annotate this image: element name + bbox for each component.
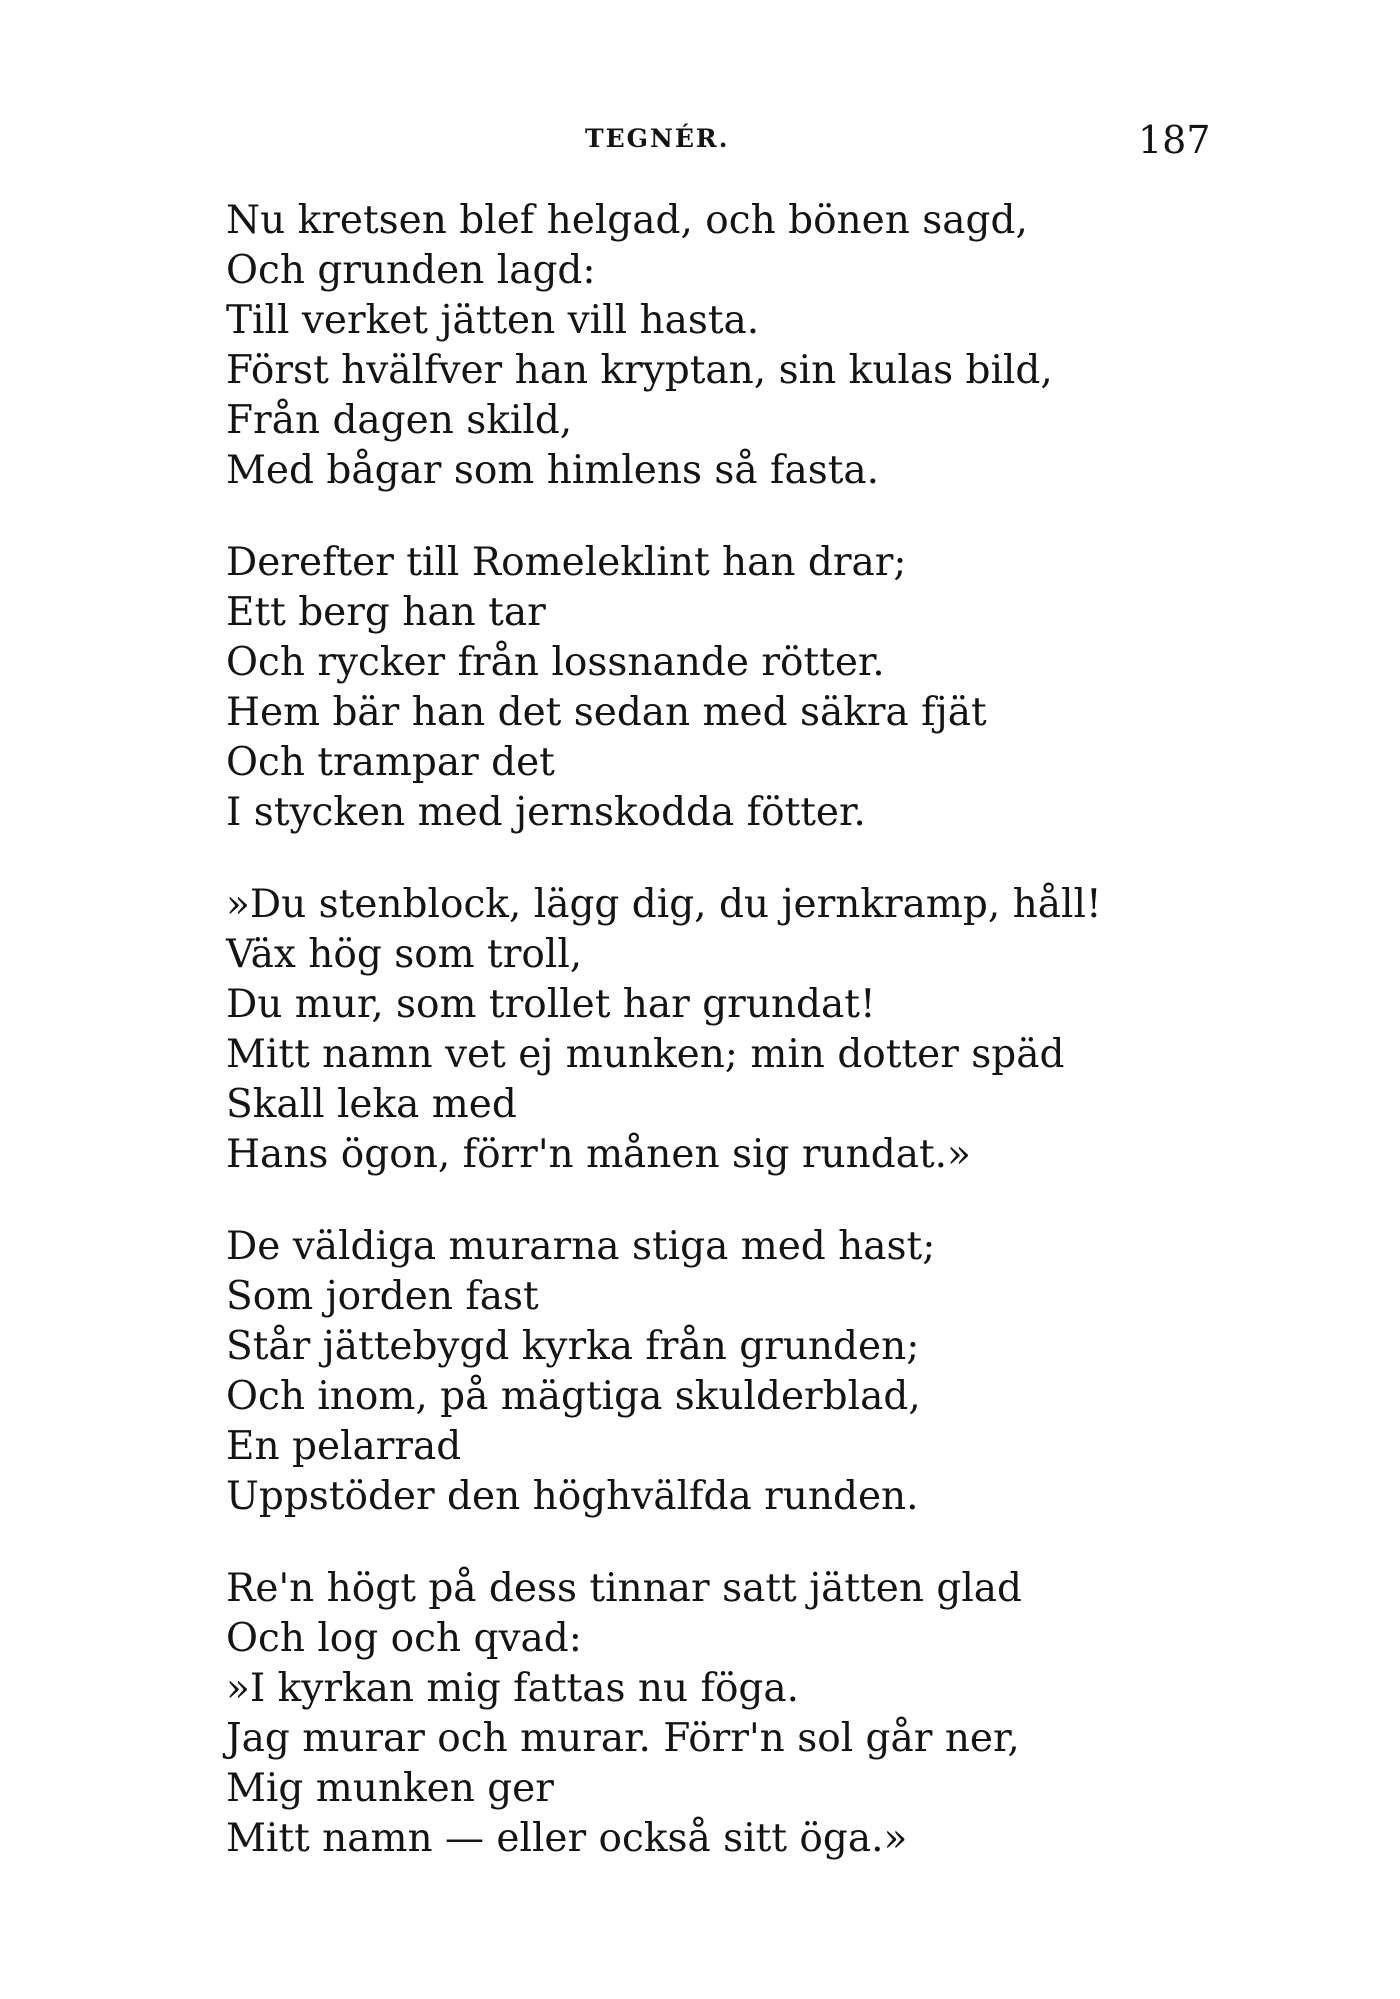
poem-line: Mitt namn — eller också sitt öga.» [226,1816,908,1861]
poem-line: Till verket jätten vill hasta. [226,298,760,343]
poem-line: Och rycker från lossnande rötter. [226,640,885,685]
poem-line: Mitt namn vet ej munken; min dotter späd [226,1032,1065,1077]
poem-line: I stycken med jernskodda fötter. [226,790,866,835]
poem-line: Och grunden lagd: [226,248,596,293]
poem-line: Med bågar som himlens så fasta. [226,448,880,493]
poem-line: Hans ögon, förr'n månen sig rundat.» [226,1132,971,1177]
poem-line: Och trampar det [226,740,555,785]
poem-line: Som jorden fast [226,1274,539,1319]
poem-line: Du mur, som trollet har grundat! [226,982,876,1027]
running-head-title: TEGNÉR. [585,124,730,153]
page-number: 187 [1138,118,1211,162]
poem-line: Derefter till Romeleklint han drar; [226,540,907,585]
poem-line: Ett berg han tar [226,590,546,635]
stanza-4 [226,1222,1226,1522]
poem-line: Nu kretsen blef helgad, och bönen sagd, [226,198,1028,243]
poem-line: Skall leka med [226,1082,517,1127]
poem-line: Hem bär han det sedan med säkra fjät [226,690,987,735]
poem-line: De väldiga murarna stiga med hast; [226,1224,936,1269]
poem [226,196,1226,1906]
poem-line: »Du stenblock, lägg dig, du jernkramp, håll! [226,882,1102,927]
poem-line: Väx hög som troll, [226,932,583,977]
poem-line: Från dagen skild, [226,398,573,443]
poem-line: Uppstöder den höghvälfda runden. [226,1474,919,1519]
poem-line: Står jättebygd kyrka från grunden; [226,1324,920,1369]
poem-line: En pelarrad [226,1424,462,1469]
poem-line: Jag murar och murar. Förr'n sol går ner, [226,1716,1020,1761]
poem-line: Mig munken ger [226,1766,554,1811]
poem-line: Och log och qvad: [226,1616,582,1661]
poem-line: Re'n högt på dess tinnar satt jätten glad [226,1566,1023,1611]
running-head [0,118,1400,162]
poem-line: Först hvälfver han kryptan, sin kulas bild, [226,348,1053,393]
poem-line: Och inom, på mägtiga skulderblad, [226,1374,921,1419]
poem-line: »I kyrkan mig fattas nu föga. [226,1666,800,1711]
stanza-3 [226,880,1226,1180]
stanza-5 [226,1564,1226,1864]
stanza-2 [226,538,1226,838]
stanza-1 [226,196,1226,496]
